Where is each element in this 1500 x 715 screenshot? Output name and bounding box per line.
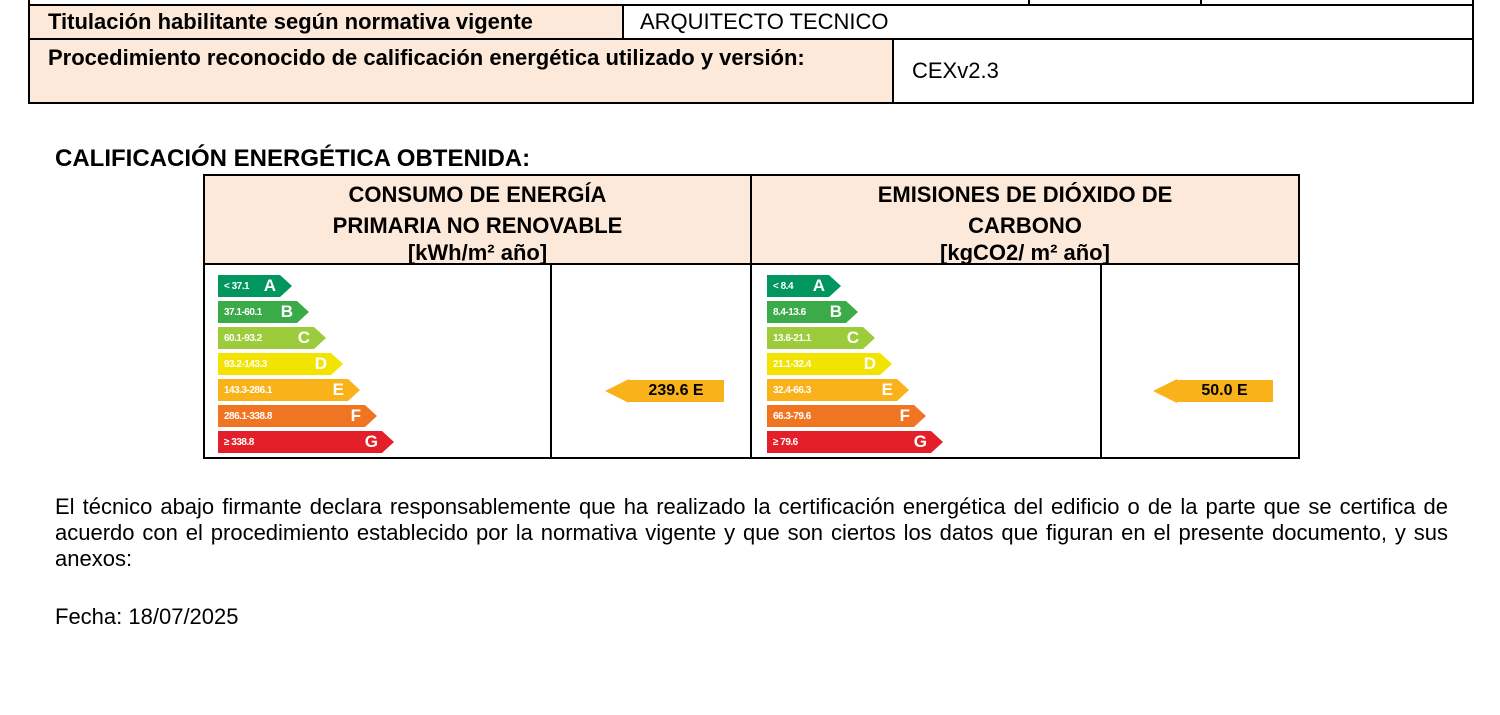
co2-scale-range: 8.4-13.6 — [773, 306, 806, 318]
date-value: 18/07/2025 — [128, 604, 239, 629]
energy-header-line2: PRIMARIA NO RENOVABLE — [332, 213, 623, 238]
energy-header-line1: CONSUMO DE ENERGÍA — [348, 182, 607, 207]
co2-scale-arrow-e — [897, 379, 909, 401]
co2-result-badge: 50.0 E — [1176, 380, 1273, 402]
co2-scale-arrow-a — [829, 275, 841, 297]
procedure-label — [28, 38, 894, 104]
energy-scale-range: 286.1-338.8 — [224, 410, 272, 422]
co2-scale-letter: F — [899, 406, 910, 425]
co2-scale-letter: B — [829, 302, 842, 321]
energy-scale-arrow-g — [382, 431, 394, 453]
co2-scale-bar-g — [767, 431, 931, 453]
energy-scale-arrow-e — [348, 379, 360, 401]
qualification-value-text: ARQUITECTO TECNICO — [640, 9, 889, 34]
energy-scale-arrow-f — [365, 405, 377, 427]
energy-scale-bar-e — [218, 379, 348, 401]
qualification-label-text: Titulación habilitante según normativa vigente — [48, 9, 533, 34]
energy-result-arrow — [605, 379, 629, 403]
energy-scale-letter: C — [297, 328, 310, 347]
procedure-value-text: CEXv2.3 — [912, 58, 999, 83]
co2-scale-bar-a — [767, 275, 829, 297]
co2-scale-arrow-b — [846, 301, 858, 323]
energy-header-line3: [kWh/m² año] — [407, 240, 548, 265]
co2-scale-arrow-c — [863, 327, 875, 349]
energy-result-badge: 239.6 E — [628, 380, 724, 402]
co2-scale-arrow-d — [880, 353, 892, 375]
co2-scale-letter: D — [863, 354, 876, 373]
procedure-label-text: Procedimiento reconocido de calificación energética utilizado y versión: — [48, 45, 805, 70]
energy-scale-bar-b — [218, 301, 297, 323]
energy-header — [203, 174, 752, 265]
date-label: Fecha: — [55, 604, 123, 629]
energy-scale-range: 143.3-286.1 — [224, 384, 272, 396]
energy-scale-bar-c — [218, 327, 314, 349]
energy-result-cell — [550, 263, 752, 459]
co2-scale-letter: A — [812, 276, 825, 295]
co2-header-line3: [kgCO2/ m² año] — [940, 240, 1110, 265]
energy-scale-letter: G — [364, 432, 378, 451]
energy-scale-letter: B — [280, 302, 293, 321]
co2-header-line2: CARBONO — [968, 213, 1082, 238]
co2-scale-arrow-f — [914, 405, 926, 427]
co2-scale-bar-f — [767, 405, 914, 427]
energy-scale-bar-f — [218, 405, 365, 427]
energy-scale-bar-d — [218, 353, 331, 375]
co2-scale-letter: C — [846, 328, 859, 347]
co2-header — [750, 174, 1300, 265]
date-line — [55, 604, 455, 630]
energy-scale-arrow-a — [280, 275, 292, 297]
co2-result-cell — [1100, 263, 1300, 459]
rating-section-title: CALIFICACIÓN ENERGÉTICA OBTENIDA: — [55, 145, 531, 172]
energy-scale-arrow-c — [314, 327, 326, 349]
co2-scale-bar-e — [767, 379, 897, 401]
declaration-text: El técnico abajo firmante declara responsablemente que ha realizado la certificación energética del edificio o de la parte que se certifica de acuerdo con el procedimiento establecido por la normativa vigente y que son ciertos los datos que figuran en el presente documento, y sus anexos: — [55, 494, 1448, 571]
co2-scale-range: ≥ 79.6 — [773, 436, 798, 448]
co2-scale-bar-d — [767, 353, 880, 375]
energy-scale-bar-g — [218, 431, 382, 453]
co2-scale-arrow-g — [931, 431, 943, 453]
co2-scale-bar-c — [767, 327, 863, 349]
co2-scale-range: < 8.4 — [773, 280, 794, 292]
energy-scale-arrow-b — [297, 301, 309, 323]
co2-result-arrow — [1153, 379, 1177, 403]
qualification-label — [28, 4, 624, 40]
co2-scale-bar-b — [767, 301, 846, 323]
energy-scale-letter: F — [350, 406, 361, 425]
energy-scale-range: < 37.1 — [224, 280, 250, 292]
co2-scale-letter: G — [913, 432, 927, 451]
energy-scale-letter: D — [314, 354, 327, 373]
energy-scale-range: 60.1-93.2 — [224, 332, 262, 344]
energy-scale-range: ≥ 338.8 — [224, 436, 254, 448]
co2-header-line1: EMISIONES DE DIÓXIDO DE — [877, 182, 1173, 207]
energy-scale-bar-a — [218, 275, 280, 297]
qualification-value — [622, 4, 1474, 40]
energy-scale-letter: E — [332, 380, 344, 399]
co2-scale-range: 13.6-21.1 — [773, 332, 811, 344]
energy-scale-range: 37.1-60.1 — [224, 306, 262, 318]
energy-scale-range: 93.2-143.3 — [224, 358, 267, 370]
co2-scale-range: 32.4-66.3 — [773, 384, 811, 396]
co2-scale-range: 66.3-79.6 — [773, 410, 811, 422]
co2-scale-letter: E — [881, 380, 893, 399]
energy-scale-letter: A — [263, 276, 276, 295]
co2-scale-range: 21.1-32.4 — [773, 358, 811, 370]
procedure-value — [892, 38, 1474, 104]
energy-scale-arrow-d — [331, 353, 343, 375]
